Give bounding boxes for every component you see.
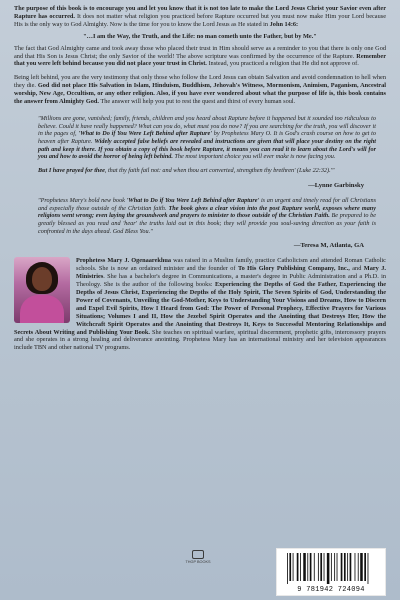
publisher-logo	[184, 550, 212, 564]
left-behind-text-b: The answer will help you put to rest the quest and thirst of every human soul.	[98, 98, 296, 106]
testimonial2-bold: The book gives a clear vision into the post Rapture world, exposes where many religions went wrong; even laying the groundwork and prayers to minister to those outside of the Christian Faith.	[38, 204, 376, 220]
testimonial2-text-c: Be prepared to be greatly blessed as you read and 'hear' the truths laid out in this book; they will provide you soul-saving direction as your faith is confronted in the days ahead. God Bless You."	[38, 212, 376, 235]
bio-org1: To His Glory Publishing Company, Inc.,	[237, 265, 350, 273]
testimonial1-text-b: by Prophetess Mary O. It is God's crash course on how to get to heaven after Rapture.	[38, 130, 376, 146]
intro-bold-lead: The purpose of this book is to encourage you and let you know that it is not too late to make the Lord Jesus Christ your Savior even after Rapture has occurred.	[14, 5, 386, 20]
publisher-logo-text: THGP BOOKS	[185, 560, 211, 564]
author-bio-section	[14, 257, 386, 352]
bio-text-b: and	[349, 265, 364, 273]
testimonial1-text-a: "Millions are gone, vanished; family, friends, children and you heard about Rapture before it happened but it sounded too ridiculous to believe. Could it have really happened? What can you do, what must you do now? If you are searching for the truth, you will discover it in the pages of,	[38, 114, 376, 138]
testimonial1-text-c: The most important choice you will ever make is now facing you.	[172, 153, 336, 161]
testimonial2-author: —Teresa M, Atlanta, GA	[293, 242, 364, 250]
intro-paragraph	[14, 5, 386, 29]
bio-text-a: was raised in a Muslim family, practice Catholicism and attended Roman Catholic schools. She is now an ordained minister and the founder of	[76, 257, 386, 273]
bio-text-d: She teaches on spiritual warfare, spiritual discernment, prophetic gifts, intercessory prayers and she operates in a strong healing and deliverance anointing. Prophetess Mary has an international ministry and her television appearances include TBN and other national TV programs.	[14, 328, 386, 352]
author-photo	[14, 257, 70, 323]
testimonial2-text-b: is an urgent and timely read for all Christians and especially those outside of the Christian faith.	[38, 196, 376, 212]
bio-text-c: . She has a bachelor's degree in Communications, a master's degree in Public Administration and a Ph.D. in Theology. She is the author of the following books:	[76, 273, 386, 289]
left-behind-bold: God did not place His Salvation in Islam, Hinduism, Buddhism, Jehovah's Witness, Mormonism, Animism, Paganism, Ancestral worship, New Age, Occultism, or any other religion. Also, if you have ever wondered about what the purpose of life is, this book contains the answer from Almighty God.	[14, 82, 386, 106]
left-behind-paragraph	[14, 74, 386, 106]
intro-text: It does not matter what religion you practiced before Rapture occurred but you must now make Him your Lord because His is the only way to God Almighty. Now is the time for you to know the Lord Jesus as He stated in	[14, 12, 386, 28]
bio-books-list: Experiencing the Depths of God the Father, Experiencing the Depths of Jesus Christ, Experiencing the Depths of the Holy Spirit, The Seven Spirits of God, Understanding the Power of Covenants, Unveiling the God-Mother, Keys to Understanding Your Visions and Dreams, How to Discern and Expel Evil Spirits, How I Heard from God: The Power of Personal Prophecy, Effective Prayers for Various Situations; Volumes I and II, How the Jezebel Spirit Operates and the Anointing that Destroys Her, How the Witchcraft Spirit Operates and the Anointing that Destroys It, Keys to Successful Mentoring Relationships and Secrets About Writing and Publishing Your Book.	[14, 281, 386, 336]
testimonial-teresa	[14, 197, 386, 236]
cover-footer	[14, 548, 386, 596]
testimonial1-book-title: 'What to Do if You Were Left Behind after Rapture'	[78, 130, 212, 138]
isbn-number: 9 781942 724094	[297, 586, 365, 594]
left-behind-text-a: Being left behind, you are the very testimony that only those who follow the Lord Jesus can obtain Salvation and avoid condemnation to hell when they die.	[14, 74, 386, 90]
rapture-text-b: Instead, you practiced a religion that He did not approve of.	[206, 60, 359, 68]
intro-scripture-ref: John 14:6:	[269, 20, 299, 28]
testimonial2-text-a: "Prophetess Mary's bold new book	[38, 196, 127, 204]
john-14-6-verse: "…I am the Way, the Truth, and the Life: no man cometh unto the Father, but by Me."	[83, 32, 317, 40]
testimonial1-text-d: , that thy faith fail not: and when thou art converted, strengthen thy brethren' (Luke 22:32).'"	[104, 167, 335, 175]
testimonial-garbinsky	[14, 115, 386, 175]
bio-org2: Mary J. Ministries	[76, 265, 386, 281]
rapture-bold: Remember that you were left behind because you did not place your trust in Christ.	[14, 52, 386, 68]
isbn-barcode	[276, 548, 386, 596]
author-name: Prophetess Mary J. Ogenaarekhua	[76, 257, 172, 265]
testimonial1-bold: Widely accepted false beliefs are revealed and instructions are given that will place your destiny on the right path and keep it there. If you obtain a copy of this book before Rapture, it means you can read it to learn about the Lord's will for you and how to avoid the horror of being left behind.	[38, 138, 377, 161]
testimonial1-author: —Lynne Garbinsky	[308, 181, 364, 189]
rapture-paragraph	[14, 45, 386, 69]
barcode-bars-icon	[277, 549, 385, 585]
publisher-mark-icon	[192, 550, 204, 559]
rapture-text-a: The fact that God Almighty came and took away those who placed their trust in Him should serve as a reminder to you that there is only one God and that His Son is Jesus Christ; the only Savior of the world! The above scripture was confirmed by the occurrence of the Rapture.	[14, 44, 386, 60]
testimonial2-book-title: 'What to Do if You Were Left Behind after Rapture'	[126, 196, 260, 204]
testimonial1-bold2: But I have prayed for thee	[38, 167, 105, 175]
